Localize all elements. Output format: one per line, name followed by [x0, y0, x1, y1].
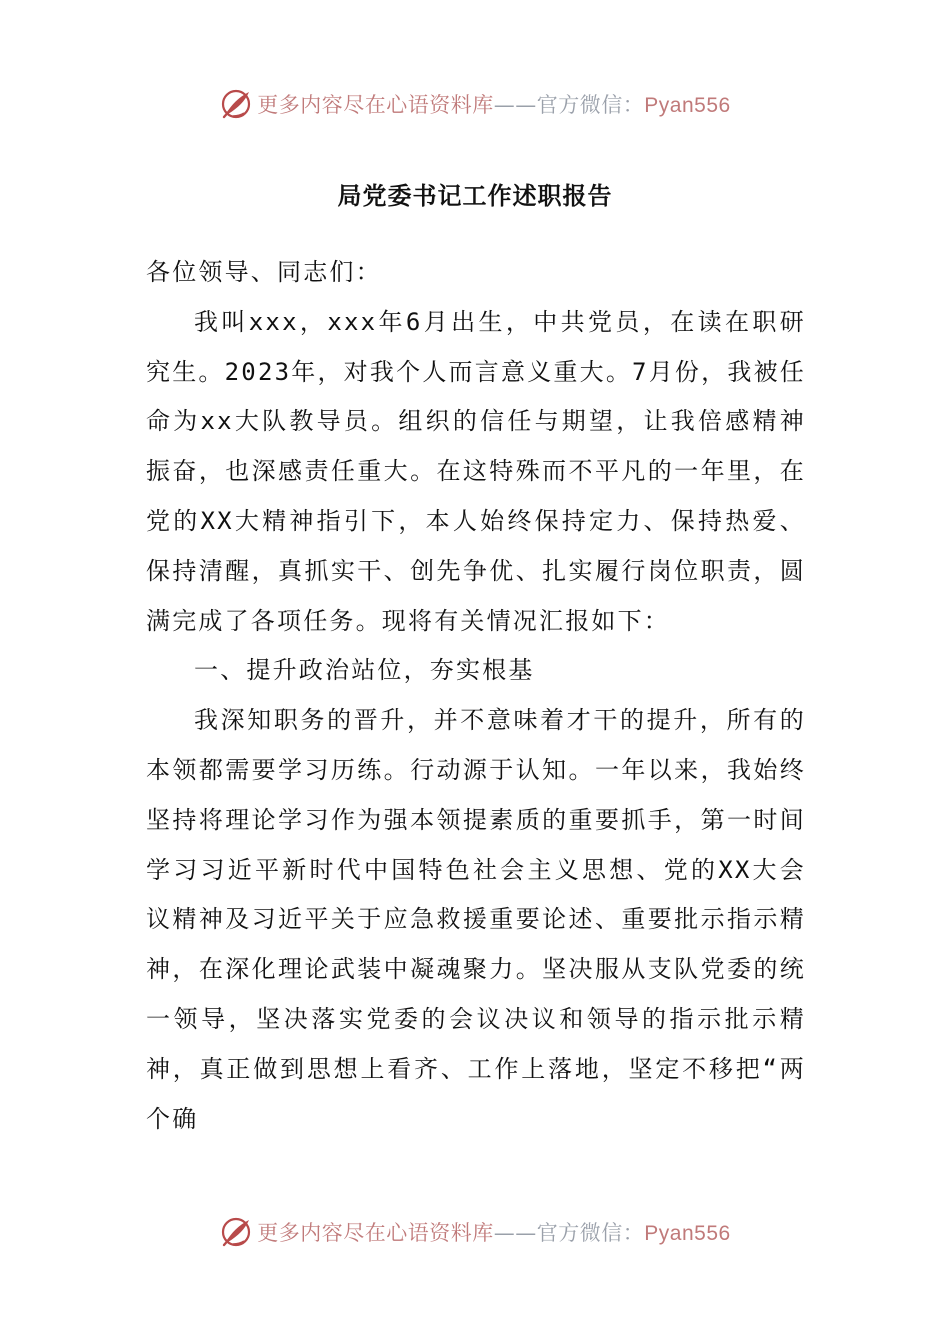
watermark-dash: ——: [493, 1221, 537, 1245]
watermark-dash: ——: [493, 93, 537, 117]
watermark-label: 官方微信：: [536, 93, 645, 117]
quill-pen-logo-icon: [219, 87, 253, 121]
document-title: 局党委书记工作述职报告: [337, 182, 613, 210]
document-body: [146, 248, 806, 1144]
paragraph-section-1: 我深知职务的晋升，并不意味着才干的提升，所有的本领都需要学习历练。行动源于认知。一年以来，我始终坚持将理论学习作为强本领提素质的重要抓手，第一时间学习习近平新时代中国特色社会主义思想、党的XX大会议精神及习近平关于应急救援重要论述、重要批示指示精神，在深化理论武装中凝魂聚力。坚决服从支队党委的统一领导，坚决落实党委的会议决议和领导的指示批示精神，真正做到思想上看齐、工作上落地，坚定不移把“两个确: [146, 706, 806, 1133]
watermark-text: [257, 89, 730, 119]
watermark-brand: 更多内容尽在心语资料库: [257, 1221, 494, 1245]
watermark-account: Pyan556: [644, 1222, 731, 1245]
salutation: 各位领导、同志们：: [146, 258, 382, 286]
header-watermark-banner: [0, 84, 950, 124]
footer-watermark-banner: [0, 1212, 950, 1252]
section-heading-1: 一、提升政治站位，夯实根基: [194, 656, 535, 685]
watermark-text: [257, 1217, 730, 1247]
watermark-label: 官方微信：: [536, 1221, 645, 1245]
quill-pen-logo-icon: [219, 1215, 253, 1249]
paragraph-intro: 我叫xxx，xxx年6月出生，中共党员，在读在职研究生。2023年，对我个人而言意义重大。7月份，我被任命为xx大队教导员。组织的信任与期望，让我倍感精神振奋，也深感责任重大。在这特殊而不平凡的一年里，在党的XX大精神指引下，本人始终保持定力、保持热爱、保持清醒，真抓实干、创先争优、扎实履行岗位职责，圆满完成了各项任务。现将有关情况汇报如下：: [146, 307, 806, 635]
watermark-account: Pyan556: [644, 94, 731, 117]
watermark-brand: 更多内容尽在心语资料库: [257, 93, 494, 117]
